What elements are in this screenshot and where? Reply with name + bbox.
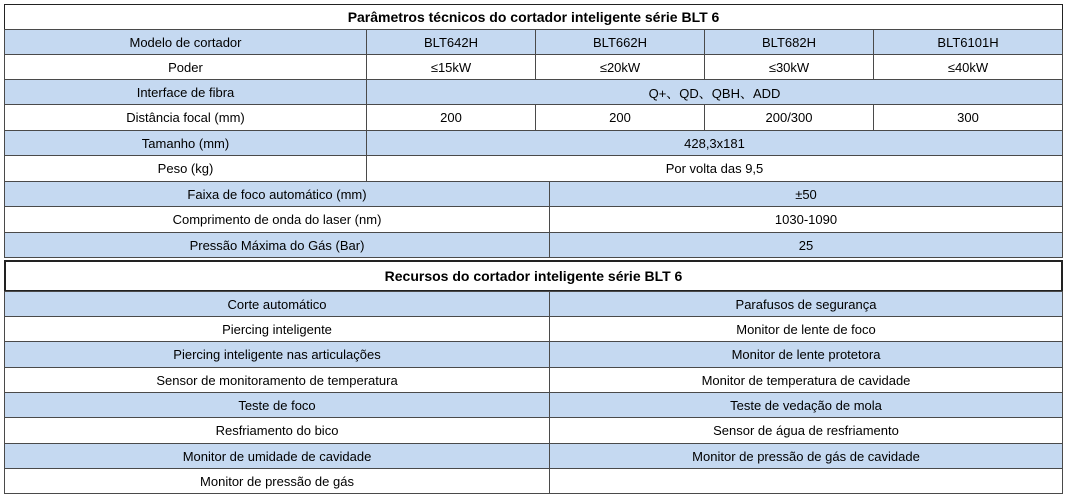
specs-title: Parâmetros técnicos do cortador inteligente série BLT 6: [4, 4, 1063, 30]
feature-right: Teste de vedação de mola: [549, 392, 1063, 418]
feature-left: Teste de foco: [4, 392, 550, 418]
model-cell: BLT662H: [535, 29, 705, 55]
power-label: Poder: [4, 54, 367, 80]
model-cell: BLT642H: [366, 29, 536, 55]
power-cell: ≤20kW: [535, 54, 705, 80]
pressure-value: 25: [549, 232, 1063, 258]
focal-cell: 200: [535, 104, 705, 131]
feature-right: Sensor de água de resfriamento: [549, 417, 1063, 444]
size-label: Tamanho (mm): [4, 130, 367, 156]
feature-right: Monitor de lente protetora: [549, 341, 1063, 368]
feature-left: Sensor de monitoramento de temperatura: [4, 367, 550, 393]
weight-value: Por volta das 9,5: [366, 155, 1063, 182]
focal-cell: 300: [873, 104, 1063, 131]
feature-right: [549, 468, 1063, 494]
feature-right: Monitor de lente de foco: [549, 316, 1063, 342]
model-label: Modelo de cortador: [4, 29, 367, 55]
power-cell: ≤30kW: [704, 54, 874, 80]
focal-cell: 200/300: [704, 104, 874, 131]
wavelength-label: Comprimento de onda do laser (nm): [4, 206, 550, 233]
feature-left: Monitor de pressão de gás: [4, 468, 550, 494]
fiber-value: Q+、QD、QBH、ADD: [366, 79, 1063, 105]
feature-left: Piercing inteligente: [4, 316, 550, 342]
feature-right: Monitor de temperatura de cavidade: [549, 367, 1063, 393]
fiber-label: Interface de fibra: [4, 79, 367, 105]
size-value: 428,3x181: [366, 130, 1063, 156]
focal-label: Distância focal (mm): [4, 104, 367, 131]
power-cell: ≤40kW: [873, 54, 1063, 80]
power-cell: ≤15kW: [366, 54, 536, 80]
feature-left: Corte automático: [4, 291, 550, 317]
wavelength-value: 1030-1090: [549, 206, 1063, 233]
autofocus-label: Faixa de foco automático (mm): [4, 181, 550, 207]
focal-cell: 200: [366, 104, 536, 131]
feature-left: Resfriamento do bico: [4, 417, 550, 444]
pressure-label: Pressão Máxima do Gás (Bar): [4, 232, 550, 258]
feature-right: Parafusos de segurança: [549, 291, 1063, 317]
features-title: Recursos do cortador inteligente série BLT 6: [4, 260, 1063, 292]
autofocus-value: ±50: [549, 181, 1063, 207]
weight-label: Peso (kg): [4, 155, 367, 182]
feature-left: Monitor de umidade de cavidade: [4, 443, 550, 469]
feature-right: Monitor de pressão de gás de cavidade: [549, 443, 1063, 469]
feature-left: Piercing inteligente nas articulações: [4, 341, 550, 368]
model-cell: BLT682H: [704, 29, 874, 55]
model-cell: BLT6101H: [873, 29, 1063, 55]
